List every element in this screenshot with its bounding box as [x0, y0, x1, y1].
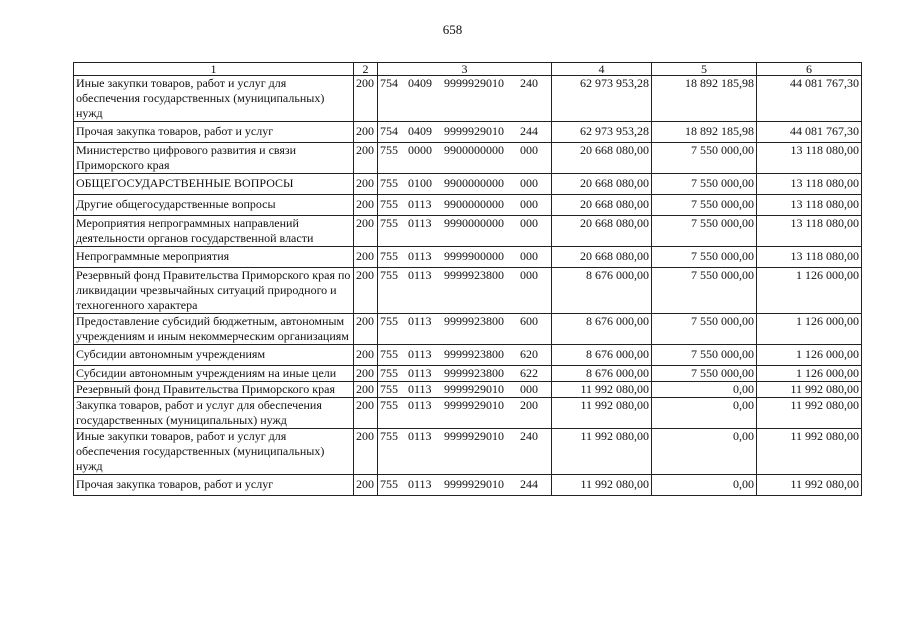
- row-codes: [378, 195, 552, 216]
- row-vr: 200: [520, 398, 538, 412]
- row-amount-4: 8 676 000,00: [552, 366, 652, 382]
- row-amount-5: 7 550 000,00: [652, 174, 757, 195]
- row-csr: 9999929010: [444, 398, 504, 412]
- row-amount-5: 7 550 000,00: [652, 268, 757, 314]
- row-rz: 0113: [408, 429, 432, 443]
- table-row: [74, 398, 862, 429]
- row-codes: [378, 122, 552, 143]
- row-vr: 000: [520, 216, 538, 230]
- row-rz: 0409: [408, 76, 432, 90]
- row-amount-4: 11 992 080,00: [552, 398, 652, 429]
- row-rz: 0113: [408, 268, 432, 282]
- row-ved: 755: [380, 249, 398, 263]
- row-grbs: 200: [354, 216, 378, 247]
- row-codes: [378, 174, 552, 195]
- row-vr: 622: [520, 366, 538, 380]
- row-amount-6: 11 992 080,00: [757, 429, 862, 475]
- table-row: [74, 216, 862, 247]
- row-amount-5: 7 550 000,00: [652, 247, 757, 268]
- row-amount-4: 8 676 000,00: [552, 268, 652, 314]
- row-vr: 000: [520, 143, 538, 157]
- row-amount-4: 20 668 080,00: [552, 195, 652, 216]
- row-grbs: 200: [354, 314, 378, 345]
- row-csr: 9999929010: [444, 477, 504, 491]
- row-amount-4: 8 676 000,00: [552, 314, 652, 345]
- row-vr: 244: [520, 124, 538, 138]
- row-vr: 620: [520, 347, 538, 361]
- table-row: [74, 174, 862, 195]
- row-vr: 240: [520, 76, 538, 90]
- row-codes: [378, 268, 552, 314]
- row-codes: [378, 314, 552, 345]
- row-name: Субсидии автономным учреждениям на иные цели: [74, 366, 354, 382]
- header-cell-6: 6: [757, 63, 862, 76]
- row-grbs: 200: [354, 143, 378, 174]
- row-amount-4: 11 992 080,00: [552, 475, 652, 496]
- header-cell-4: 4: [552, 63, 652, 76]
- row-csr: 9999923800: [444, 347, 504, 361]
- row-amount-4: 20 668 080,00: [552, 143, 652, 174]
- row-csr: 9999929010: [444, 124, 504, 138]
- row-rz: 0113: [408, 366, 432, 380]
- row-csr: 9900000000: [444, 143, 504, 157]
- row-grbs: 200: [354, 475, 378, 496]
- row-name: Иные закупки товаров, работ и услуг для обеспечения государственных (муниципальных) нужд: [74, 76, 354, 122]
- row-amount-4: 20 668 080,00: [552, 216, 652, 247]
- row-amount-6: 13 118 080,00: [757, 216, 862, 247]
- row-ved: 755: [380, 197, 398, 211]
- row-amount-5: 7 550 000,00: [652, 216, 757, 247]
- row-vr: 240: [520, 429, 538, 443]
- row-grbs: 200: [354, 247, 378, 268]
- row-csr: 9999900000: [444, 249, 504, 263]
- row-ved: 755: [380, 347, 398, 361]
- row-rz: 0113: [408, 477, 432, 491]
- row-rz: 0113: [408, 197, 432, 211]
- row-codes: [378, 247, 552, 268]
- row-codes: [378, 76, 552, 122]
- row-ved: 755: [380, 398, 398, 412]
- table-row: [74, 143, 862, 174]
- row-ved: 755: [380, 382, 398, 396]
- row-ved: 754: [380, 124, 398, 138]
- header-cell-2: 2: [354, 63, 378, 76]
- row-grbs: 200: [354, 382, 378, 398]
- row-name: Прочая закупка товаров, работ и услуг: [74, 122, 354, 143]
- row-amount-6: 11 992 080,00: [757, 475, 862, 496]
- row-grbs: 200: [354, 366, 378, 382]
- row-grbs: 200: [354, 174, 378, 195]
- row-name: Предоставление субсидий бюджетным, автономным учреждениям и иным некоммерческим организациям: [74, 314, 354, 345]
- row-codes: [378, 366, 552, 382]
- table-row: [74, 382, 862, 398]
- row-amount-5: 7 550 000,00: [652, 314, 757, 345]
- row-name: Министерство цифрового развития и связи Приморского края: [74, 143, 354, 174]
- row-amount-6: 13 118 080,00: [757, 143, 862, 174]
- row-csr: 9900000000: [444, 176, 504, 190]
- row-amount-4: 11 992 080,00: [552, 382, 652, 398]
- row-name: Закупка товаров, работ и услуг для обеспечения государственных (муниципальных) нужд: [74, 398, 354, 429]
- table-row: [74, 195, 862, 216]
- row-amount-4: 11 992 080,00: [552, 429, 652, 475]
- row-csr: 9999923800: [444, 314, 504, 328]
- row-ved: 755: [380, 477, 398, 491]
- header-cell-1: 1: [74, 63, 354, 76]
- row-ved: 755: [380, 366, 398, 380]
- row-vr: 600: [520, 314, 538, 328]
- page-number: 658: [442, 22, 463, 37]
- row-rz: 0000: [408, 143, 432, 157]
- row-grbs: 200: [354, 429, 378, 475]
- row-ved: 755: [380, 216, 398, 230]
- row-csr: 9999929010: [444, 429, 504, 443]
- table-row: [74, 268, 862, 314]
- row-amount-6: 13 118 080,00: [757, 174, 862, 195]
- row-vr: 000: [520, 382, 538, 396]
- row-amount-6: 13 118 080,00: [757, 247, 862, 268]
- budget-table: [73, 62, 862, 496]
- row-grbs: 200: [354, 268, 378, 314]
- row-grbs: 200: [354, 76, 378, 122]
- row-ved: 755: [380, 429, 398, 443]
- row-rz: 0113: [408, 249, 432, 263]
- row-amount-6: 1 126 000,00: [757, 345, 862, 366]
- row-csr: 9990000000: [444, 216, 504, 230]
- row-amount-5: 0,00: [652, 429, 757, 475]
- row-ved: 755: [380, 143, 398, 157]
- row-codes: [378, 382, 552, 398]
- row-name: Резервный фонд Правительства Приморского края: [74, 382, 354, 398]
- row-csr: 9900000000: [444, 197, 504, 211]
- table-row: [74, 366, 862, 382]
- row-vr: 000: [520, 197, 538, 211]
- row-amount-6: 44 081 767,30: [757, 122, 862, 143]
- row-codes: [378, 398, 552, 429]
- table-row: [74, 76, 862, 122]
- row-csr: 9999929010: [444, 76, 504, 90]
- row-amount-5: 7 550 000,00: [652, 143, 757, 174]
- row-name: Мероприятия непрограммных направлений деятельности органов государственной власти: [74, 216, 354, 247]
- row-codes: [378, 475, 552, 496]
- table-row: [74, 314, 862, 345]
- row-grbs: 200: [354, 398, 378, 429]
- row-vr: 000: [520, 176, 538, 190]
- row-name: Субсидии автономным учреждениям: [74, 345, 354, 366]
- row-amount-6: 11 992 080,00: [757, 398, 862, 429]
- row-amount-6: 1 126 000,00: [757, 366, 862, 382]
- row-amount-6: 1 126 000,00: [757, 314, 862, 345]
- table-body: [74, 63, 862, 496]
- row-ved: 754: [380, 76, 398, 90]
- row-csr: 9999929010: [444, 382, 504, 396]
- row-codes: [378, 345, 552, 366]
- row-amount-4: 62 973 953,28: [552, 76, 652, 122]
- row-amount-6: 11 992 080,00: [757, 382, 862, 398]
- row-codes: [378, 143, 552, 174]
- row-grbs: 200: [354, 122, 378, 143]
- row-codes: [378, 429, 552, 475]
- row-amount-5: 7 550 000,00: [652, 195, 757, 216]
- row-csr: 9999923800: [444, 268, 504, 282]
- row-rz: 0113: [408, 398, 432, 412]
- row-rz: 0113: [408, 216, 432, 230]
- row-ved: 755: [380, 176, 398, 190]
- row-name: Иные закупки товаров, работ и услуг для обеспечения государственных (муниципальных) нужд: [74, 429, 354, 475]
- row-ved: 755: [380, 268, 398, 282]
- header-row: [74, 63, 862, 76]
- row-amount-4: 20 668 080,00: [552, 247, 652, 268]
- row-rz: 0113: [408, 382, 432, 396]
- row-grbs: 200: [354, 345, 378, 366]
- table-row: [74, 475, 862, 496]
- row-csr: 9999923800: [444, 366, 504, 380]
- table-row: [74, 247, 862, 268]
- row-name: Непрограммные мероприятия: [74, 247, 354, 268]
- row-amount-4: 62 973 953,28: [552, 122, 652, 143]
- row-amount-5: 18 892 185,98: [652, 76, 757, 122]
- row-ved: 755: [380, 314, 398, 328]
- row-rz: 0100: [408, 176, 432, 190]
- row-rz: 0409: [408, 124, 432, 138]
- row-name: ОБЩЕГОСУДАРСТВЕННЫЕ ВОПРОСЫ: [74, 174, 354, 195]
- row-amount-5: 7 550 000,00: [652, 345, 757, 366]
- row-amount-4: 20 668 080,00: [552, 174, 652, 195]
- row-vr: 000: [520, 249, 538, 263]
- row-vr: 000: [520, 268, 538, 282]
- table-row: [74, 429, 862, 475]
- row-codes: [378, 216, 552, 247]
- row-amount-5: 18 892 185,98: [652, 122, 757, 143]
- row-vr: 244: [520, 477, 538, 491]
- row-name: Резервный фонд Правительства Приморского края по ликвидации чрезвычайных ситуаций природного и техногенного характера: [74, 268, 354, 314]
- row-amount-5: 0,00: [652, 475, 757, 496]
- row-amount-4: 8 676 000,00: [552, 345, 652, 366]
- row-rz: 0113: [408, 347, 432, 361]
- header-cell-5: 5: [652, 63, 757, 76]
- row-amount-6: 44 081 767,30: [757, 76, 862, 122]
- table-row: [74, 345, 862, 366]
- row-amount-6: 13 118 080,00: [757, 195, 862, 216]
- row-name: Другие общегосударственные вопросы: [74, 195, 354, 216]
- row-amount-5: 0,00: [652, 398, 757, 429]
- row-name: Прочая закупка товаров, работ и услуг: [74, 475, 354, 496]
- row-amount-6: 1 126 000,00: [757, 268, 862, 314]
- table-row: [74, 122, 862, 143]
- row-amount-5: 0,00: [652, 382, 757, 398]
- row-grbs: 200: [354, 195, 378, 216]
- row-amount-5: 7 550 000,00: [652, 366, 757, 382]
- row-rz: 0113: [408, 314, 432, 328]
- header-cell-3: 3: [378, 63, 552, 76]
